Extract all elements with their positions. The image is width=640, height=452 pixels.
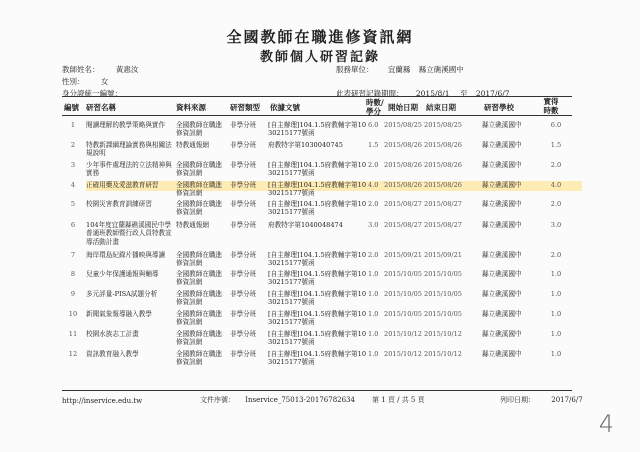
header-bottom-divider [62,115,572,116]
cell-no: 6 [70,221,76,229]
cell-doc: [自主辦理]104.1.5府教輔字第1030215177號函 [268,181,367,198]
cell-hours: 1.5 [368,141,379,149]
cell-hours: 1.0 [368,350,379,358]
service-county: 宜蘭縣 [387,65,411,74]
cell-no: 8 [70,270,76,278]
gender-label: 性別： [62,77,85,86]
cell-name: 特教新課綱理論實務與相關法規說明 [86,141,172,158]
cell-type: 非學分班 [230,251,257,259]
col-end: 結束日期 [426,103,456,112]
handwritten-page-number: 4 [598,410,614,438]
cell-actual: 1.0 [550,290,562,298]
teacher-label: 教師姓名： [62,65,100,74]
period-to: 2017/6/7 [475,89,510,98]
cell-start: 2015/08/26 [384,181,423,189]
file-label: 文件序號： [200,396,235,404]
cell-actual: 2.0 [550,251,562,259]
cell-source: 特教通報網 [176,141,209,149]
col-hours: 時數/學分 [366,98,384,116]
cell-school: 縣立礁溪國中 [482,350,522,358]
cell-no: 4 [70,181,76,189]
cell-no: 5 [70,200,76,208]
footer-print [500,395,583,405]
header-top-divider [62,96,572,97]
cell-type: 非學分班 [230,310,257,318]
cell-source: 全國教師在職進修資訊網 [176,161,223,178]
cell-end: 2015/08/26 [424,181,463,189]
cell-source: 全國教師在職進修資訊網 [176,350,223,367]
cell-school: 縣立礁溪國中 [482,141,522,149]
cell-actual: 1.5 [550,141,562,149]
cell-source: 全國教師在職進修資訊網 [176,121,223,138]
teacher-name: 黃惠汝 [115,65,139,74]
cell-start: 2015/09/21 [384,251,423,259]
cell-actual: 3.0 [550,221,562,229]
cell-start: 2015/08/27 [384,200,423,208]
cell-name: 閱讀理解的教學策略與實作 [86,121,166,129]
cell-type: 非學分班 [230,200,257,208]
cell-name: 多元評量-PISA試題分析 [86,290,158,298]
cell-start: 2015/10/05 [384,290,423,298]
cell-hours: 2.0 [368,161,379,169]
cell-hours: 1.0 [368,270,379,278]
gender-row [62,76,108,87]
gender-value: 女 [100,77,109,86]
page-title: 全國教師在職進修資訊網 [226,28,414,46]
cell-end: 2015/10/12 [424,330,463,338]
cell-doc: [自主辦理]104.1.5府教輔字第1030215177號函 [268,310,367,327]
cell-doc: [自主辦理]104.1.5府教輔字第1030215177號函 [268,200,367,217]
cell-hours: 4.0 [368,181,379,189]
cell-end: 2015/08/27 [424,221,463,229]
cell-end: 2015/10/05 [424,290,463,298]
cell-type: 非學分班 [230,330,257,338]
cell-type: 非學分班 [230,350,257,358]
cell-school: 縣立礁溪國中 [482,270,522,278]
col-no: 編號 [64,103,79,112]
cell-end: 2015/10/12 [424,350,463,358]
cell-name: 新聞氣象報導融入教學 [86,310,152,318]
cell-end: 2015/08/26 [424,161,463,169]
cell-name: 正確用藥及愛滋教育研習 [86,181,159,189]
cell-hours: 6.0 [368,121,379,129]
cell-school: 縣立礁溪國中 [482,161,522,169]
cell-name: 兒童少年保護通報與輔導 [86,270,159,278]
cell-start: 2015/08/26 [384,141,423,149]
cell-hours: 1.0 [368,330,379,338]
cell-doc: [自主辦理]104.1.5府教輔字第1030215177號函 [268,121,367,138]
footer-file [200,395,355,405]
cell-type: 非學分班 [230,121,257,129]
period-row [336,88,510,99]
teacher-name-row [62,64,138,75]
cell-actual: 6.0 [550,121,562,129]
cell-name: 104年度宜蘭縣礁溪國民中學普通班教師暨行政人員特教宣導活動計畫 [86,221,172,246]
cell-no: 10 [68,310,78,318]
cell-actual: 1.0 [550,330,562,338]
cell-start: 2015/10/12 [384,330,423,338]
cell-start: 2015/10/05 [384,310,423,318]
cell-hours: 2.0 [368,200,379,208]
cell-actual: 1.0 [550,310,562,318]
service-label: 服務單位： [336,65,374,74]
cell-source: 全國教師在職進修資訊網 [176,310,223,327]
cell-doc: [自主辦理]104.1.5府教輔字第1030215177號函 [268,251,367,268]
col-name: 研習名稱 [86,103,116,112]
cell-hours: 1.0 [368,290,379,298]
footer-page: 第 1 頁 / 共 5 頁 [372,396,425,404]
cell-school: 縣立礁溪國中 [482,221,522,229]
cell-doc: [自主辦理]104.1.5府教輔字第1030215177號函 [268,330,367,347]
col-actual: 實得時數 [543,97,559,115]
cell-name: 海岸環島紀錄片播映與導讀 [86,251,166,259]
col-start: 開始日期 [388,103,418,112]
cell-type: 非學分班 [230,221,257,229]
cell-no: 7 [70,251,76,259]
cell-end: 2015/09/21 [424,251,463,259]
cell-school: 縣立礁溪國中 [482,181,522,189]
cell-name: 資訊教育融入教學 [86,350,139,358]
cell-start: 2015/08/25 [384,121,423,129]
cell-end: 2015/10/05 [424,270,463,278]
cell-no: 9 [70,290,76,298]
cell-doc: [自主辦理]104.1.5府教輔字第1030215177號函 [268,270,367,287]
period-label: 此表研習記錄期間： [336,89,404,98]
page-subtitle: 教師個人研習記錄 [259,50,380,65]
cell-school: 縣立礁溪國中 [482,330,522,338]
cell-actual: 4.0 [550,181,562,189]
cell-type: 非學分班 [230,181,257,189]
cell-end: 2015/10/05 [424,310,463,318]
footer-url: http://inservice.edu.tw [62,397,143,405]
cell-actual: 2.0 [550,200,562,208]
cell-hours: 1.0 [368,310,379,318]
cell-school: 縣立礁溪國中 [482,310,522,318]
cell-no: 2 [70,141,76,149]
cell-no: 12 [68,350,78,358]
cell-type: 非學分班 [230,290,257,298]
cell-doc: [自主辦理]104.1.5府教輔字第1030215177號函 [268,350,367,367]
col-type: 研習類型 [230,103,260,112]
cell-source: 全國教師在職進修資訊網 [176,330,223,347]
cell-school: 縣立礁溪國中 [482,251,522,259]
cell-type: 非學分班 [230,141,257,149]
period-from: 2015/8/1 [415,89,450,98]
print-date: 2017/6/7 [551,396,583,404]
cell-hours: 2.0 [368,251,379,259]
cell-type: 非學分班 [230,161,257,169]
cell-start: 2015/08/26 [384,161,423,169]
col-source: 資料來源 [176,103,206,112]
cell-school: 縣立礁溪國中 [482,121,522,129]
identity-label: 身分證統一編號： [62,89,122,98]
cell-hours: 3.0 [368,221,379,229]
cell-source: 全國教師在職進修資訊網 [176,290,223,307]
cell-source: 全國教師在職進修資訊網 [176,200,223,217]
cell-actual: 1.0 [550,350,562,358]
cell-actual: 2.0 [550,161,562,169]
cell-start: 2015/10/12 [384,350,423,358]
cell-type: 非學分班 [230,270,257,278]
period-to-label: 至 [459,89,468,98]
cell-doc: [自主辦理]104.1.5府教輔字第1030215177號函 [268,290,367,307]
cell-source: 全國教師在職進修資訊網 [176,251,223,268]
cell-actual: 1.0 [550,270,562,278]
cell-doc: 府教特字第1030040745 [268,141,343,149]
cell-name: 少年事件處理法的立法精神與實務 [86,161,172,178]
cell-doc: 府教特字第1040048474 [268,221,343,229]
cell-name: 校園災害教育訓練研習 [86,200,152,208]
cell-school: 縣立礁溪國中 [482,200,522,208]
cell-start: 2015/08/27 [384,221,423,229]
file-number: Inservice_75013-20176782634 [245,396,355,404]
cell-no: 1 [70,121,76,129]
print-label: 列印日期： [500,396,535,404]
cell-name: 校園水族志工計畫 [86,330,139,338]
col-doc: 依據文號 [270,103,300,112]
service-school: 縣立礁溪國中 [418,65,464,74]
cell-school: 縣立礁溪國中 [482,290,522,298]
service-unit-row [336,64,464,75]
cell-end: 2015/08/26 [424,141,463,149]
cell-source: 全國教師在職進修資訊網 [176,270,223,287]
cell-no: 11 [68,330,78,338]
cell-source: 全國教師在職進修資訊網 [176,181,223,198]
col-school: 研習學校 [484,103,514,112]
cell-start: 2015/10/05 [384,270,423,278]
footer-divider [62,390,572,391]
cell-end: 2015/08/27 [424,200,463,208]
cell-doc: [自主辦理]104.1.5府教輔字第1030215177號函 [268,161,367,178]
cell-no: 3 [70,161,76,169]
cell-source: 特教通報網 [176,221,209,229]
cell-end: 2015/08/25 [424,121,463,129]
